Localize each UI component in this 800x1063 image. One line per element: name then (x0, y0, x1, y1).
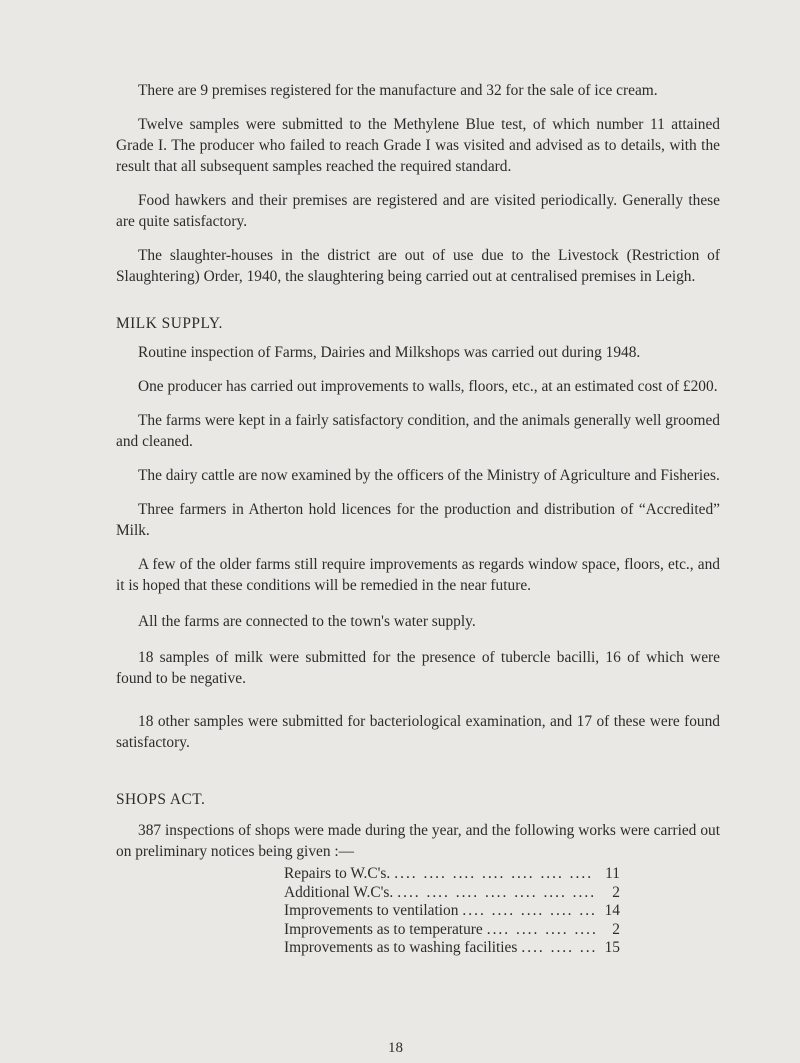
dot-leader (483, 921, 596, 940)
milk-paragraph: 18 other samples were submitted for bacteriological examination, and 17 of these were found satisfactory. (116, 713, 720, 751)
dot-leader (393, 884, 596, 903)
work-label: Additional W.C's. (284, 883, 394, 901)
dot-leader (517, 939, 596, 958)
milk-paragraph: One producer has carried out improvements to walls, floors, etc., at an estimated cost of £200. (138, 378, 718, 395)
list-item (284, 884, 620, 903)
list-item (284, 865, 620, 884)
work-label: Improvements as to washing facilities (284, 939, 518, 956)
dot-leader (390, 865, 596, 884)
shops-act-heading: SHOPS ACT. (116, 791, 206, 808)
milk-paragraph: All the farms are connected to the town's water supply. (138, 613, 476, 630)
milk-paragraph: 18 samples of milk were submitted for the presence of tubercle bacilli, 16 of which were found to be negative. (116, 649, 720, 687)
milk-paragraph: Routine inspection of Farms, Dairies and Milkshops was carried out during 1948. (138, 344, 641, 361)
milk-paragraph: The dairy cattle are now examined by the officers of the Ministry of Agriculture and Fisheries. (138, 467, 720, 484)
work-count: 11 (605, 865, 620, 882)
milk-supply-heading: MILK SUPPLY. (116, 315, 223, 332)
list-item (284, 921, 620, 940)
milk-paragraph: Three farmers in Atherton hold licences for the production and distribution of “Accredited” Milk. (116, 501, 720, 539)
shops-act-paragraph: 387 inspections of shops were made during the year, and the following works were carried out on preliminary notices being given :— (116, 822, 720, 860)
work-label: Repairs to W.C's. (284, 865, 391, 882)
milk-paragraph: The farms were kept in a fairly satisfactory condition, and the animals generally well groomed and cleaned. (116, 412, 720, 450)
list-item (284, 902, 620, 921)
work-label: Improvements to ventilation (284, 902, 459, 919)
ice-cream-paragraph: There are 9 premises registered for the manufacture and 32 for the sale of ice cream. (138, 82, 658, 99)
work-label: Improvements as to temperature (284, 920, 483, 938)
work-count: 14 (604, 902, 620, 919)
work-count: 2 (612, 883, 620, 901)
page-number: 18 (388, 1040, 403, 1056)
works-list (284, 865, 620, 958)
dot-leader (458, 902, 596, 921)
methylene-blue-paragraph: Twelve samples were submitted to the Methylene Blue test, of which number 11 attained Grade I. The producer who failed to reach Grade I was visited and advised as to details, with the result that all subsequent samples reached the required standard. (116, 116, 720, 175)
food-hawkers-paragraph: Food hawkers and their premises are registered and are visited periodically. Generally these are quite satisfactory. (116, 192, 720, 230)
slaughter-houses-paragraph: The slaughter-houses in the district are out of use due to the Livestock (Restriction of Slaughtering) Order, 1940, the slaughtering being carried out at centralised premises in Leigh. (116, 247, 720, 285)
work-count: 15 (604, 939, 620, 956)
milk-paragraph: A few of the older farms still require improvements as regards window space, floors, etc., and it is hoped that these conditions will be remedied in the near future. (116, 556, 720, 594)
work-count: 2 (612, 920, 620, 938)
list-item (284, 939, 620, 958)
